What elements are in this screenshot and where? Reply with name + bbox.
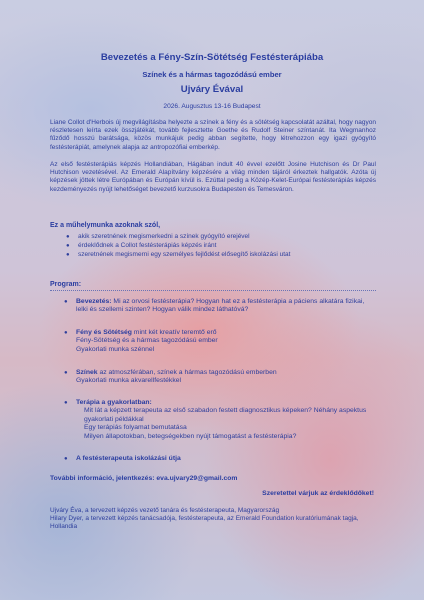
welcome-text: Szeretettel várjuk az érdeklődőket! — [262, 490, 374, 497]
bullet-icon: ● — [64, 299, 68, 305]
bullet-icon: ● — [66, 252, 70, 258]
page-title: Bevezetés a Fény-Szín-Sötétség Festésterápiába — [100, 52, 324, 63]
contact-info: További információ, jelentkezés: eva.ujvary29@gmail.com — [50, 475, 238, 482]
audience-item: ● szeretnének megismerni egy személyes fejlődést elősegítő iskolázási utat — [66, 251, 291, 258]
bullet-icon: ● — [64, 400, 68, 406]
page-subtitle: Színek és a hármas tagozódású ember — [142, 70, 282, 79]
audience-item: ● akik szeretnének megismerkedni a színek gyógyító erejével — [66, 233, 250, 240]
program-item-light-dark: ● Fény és Sötétség mint két kreatív teremtő erő Fény-Sötétség és a hármas tagozódású ember Gyakorlati munka szénnel — [64, 329, 218, 353]
bullet-icon: ● — [64, 370, 68, 376]
bullet-icon: ● — [64, 330, 68, 336]
program-item-colors: ● Színek az atmoszférában, színek a hármas tagozódású emberben Gyakorlati munka akvarellfestékkel — [64, 369, 277, 385]
audience-item: ● érdeklődnek a Collot festésterápiás képzés iránt — [66, 242, 217, 249]
program-item-training-path: ● A festésterapeuta iskolázási útja — [64, 455, 181, 462]
program-heading: Program: — [50, 281, 82, 288]
program-item-therapy: ● Terápia a gyakorlatban: Mit lát a képzett terapeuta az első szabadon festett diagnosztikus képeken? Néhány aspektus gyakorlati példákkal Egy terápiás folyamat bemutatása Milyen állapotokban, betegségekben nyújt támogatást a festésterápia? — [64, 399, 367, 440]
bullet-icon: ● — [64, 456, 68, 462]
bullet-icon: ● — [66, 234, 70, 240]
program-item-intro: ● Bevezetés: Mi az orvosi festésterápia? Hogyan hat ez a festésterápia a páciens alkatára fizikai, lelki és szellemi szinten? Hogyan válik mindez láthatóvá? — [64, 298, 365, 314]
event-date: 2026. Augusztus 13-16 Budapest — [163, 103, 261, 110]
author-name: Ujváry Évával — [180, 84, 244, 95]
footer-line-2: Hilary Dyer, a tervezett képzés tanácsadója, festésterapeuta, az Emerald Foundation kuratóriumának tagja, Hollandia — [50, 515, 359, 531]
intro-paragraph-1: Liane Collot d'Herbois új megvilágításba helyezte a színek a fény és a sötétség kapcsolatát azáltal, hogy nagyon részletesen leírta ezek összjátékát, tovább fejlesztette Goethe és Rudolf Steiner színtanát. Ita Wegmanhoz fűződő hosszú barátsága, közös munkájuk pedig abban segítette, hogy létrehozzon egy igazi gyógyító festésterápiát, amelynek alapja az antropozófiai emberkép. — [50, 119, 376, 151]
footer-line-1: Ujváry Éva, a tervezett képzés vezető tanára és festésterapeuta, Magyarország — [50, 507, 280, 514]
intro-paragraph-2: Az első festésterápiás képzés Hollandiában, Hágában indult 40 évvel ezelőtt Josine Hutchison és Dr Paul Hutchison vezetésével. Az Emerald Alapítvány képzésére a világ minden tájáról érkeztek hallgatók. Azóta új képzések jöttek létre Európában és Európán kívül is. Ezúttal pedig a Közép-Kelet-Európai festésterápiás képzés kezdeményezés nyújt lehetőséget bevezető kurzusokra Budapesten és Temesváron. — [50, 161, 376, 193]
footer-credits — [50, 507, 376, 532]
audience-heading: Ez a műhelymunka azoknak szól, — [50, 222, 161, 229]
bullet-icon: ● — [66, 243, 70, 249]
program-divider — [50, 290, 376, 291]
